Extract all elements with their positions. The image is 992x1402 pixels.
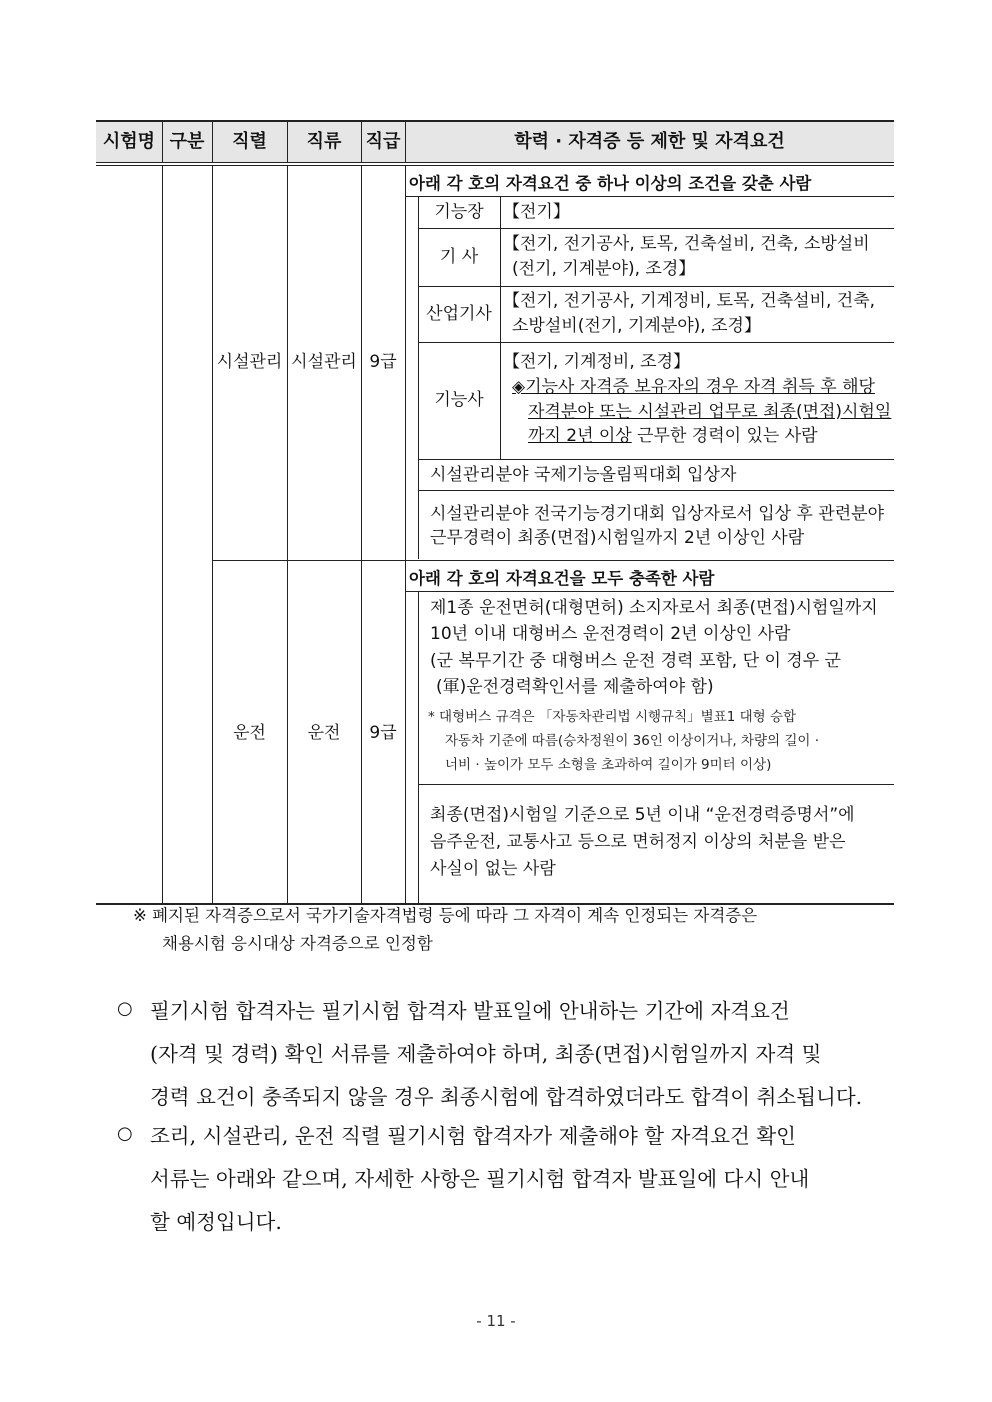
intro-underline xyxy=(405,591,894,592)
qual-row-line xyxy=(418,459,894,460)
qual-fields: 소방설비(전기, 기계분야), 조경】 xyxy=(512,316,761,336)
footnote: ※ 폐지된 자격증으로서 국가기술자격법령 등에 따라 그 자격이 계속 인정되는 자격증은 xyxy=(133,906,758,925)
paragraph-line: (자격 및 경력) 확인 서류를 제출하여야 하며, 최종(면접)시험일까지 자격 및 xyxy=(150,1042,822,1066)
header-class: 직류 xyxy=(306,131,342,152)
extra-qual: 시설관리분야 전국기능경기대회 입상자로서 입상 후 관련분야 xyxy=(430,504,884,524)
req-text: 사실이 없는 사람 xyxy=(430,859,556,879)
header-exam-name: 시험명 xyxy=(102,131,156,152)
row1-grade: 9급 xyxy=(369,352,397,372)
qual-row-line xyxy=(418,490,894,491)
paragraph-line: 서류는 아래와 같으며, 자세한 사항은 필기시험 합격자 발표일에 다시 안내 xyxy=(150,1167,810,1191)
qual-note: 근무한 경력이 있는 사람 xyxy=(631,426,818,446)
row1-series: 시설관리 xyxy=(216,352,283,372)
qual-fields: 【전기, 전기공사, 기계정비, 토목, 건축설비, 건축, xyxy=(503,291,876,311)
row2-intro: 아래 각 호의 자격요건을 모두 충족한 사람 xyxy=(409,569,715,588)
req-text: 제1종 운전면허(대형면허) 소지자로서 최종(면접)시험일까지 xyxy=(430,598,878,618)
row2-series: 운전 xyxy=(233,723,266,743)
paragraph-line: 경력 요건이 충족되지 않을 경우 최종시험에 합격하였더라도 합격이 취소됩니다. xyxy=(150,1085,863,1109)
header-series: 직렬 xyxy=(232,131,267,152)
indent-line xyxy=(418,592,419,903)
col-sep xyxy=(361,166,362,903)
bus-note: 자동차 기준에 따름(승차정원이 36인 이상이거나, 차량의 길이 · xyxy=(445,733,820,749)
col-sep xyxy=(405,166,406,903)
qual-note: 자격분야 또는 시설관리 업무로 최종(면접)시험일 xyxy=(528,402,892,422)
bullet-icon: ○ xyxy=(117,998,133,1019)
paragraph-line: 필기시험 합격자는 필기시험 합격자 발표일에 안내하는 기간에 자격요건 xyxy=(150,999,790,1023)
qual-fields: 【전기】 xyxy=(503,202,570,222)
header-divider-1 xyxy=(96,162,894,163)
req-text: 10년 이내 대형버스 운전경력이 2년 이상인 사람 xyxy=(430,624,791,644)
req-text: 음주운전, 교통사고 등으로 면허정지 이상의 처분을 받은 xyxy=(430,832,846,852)
header-category: 구분 xyxy=(169,131,205,152)
header-grade: 직급 xyxy=(365,131,401,152)
row1-class: 시설관리 xyxy=(291,352,357,372)
qual-fields: 【전기, 전기공사, 토목, 건축설비, 건축, 소방설비 xyxy=(503,234,870,254)
qual-name: 기능사 xyxy=(434,390,484,410)
row1-intro: 아래 각 호의 자격요건 중 하나 이상의 조건을 갖춘 사람 xyxy=(409,174,812,193)
qual-name: 산업기사 xyxy=(426,304,492,324)
req-row-line xyxy=(418,784,894,785)
qual-note: 까지 2년 이상 xyxy=(528,426,632,446)
qual-name: 기능장 xyxy=(434,202,484,222)
req-text: 최종(면접)시험일 기준으로 5년 이내 “운전경력증명서”에 xyxy=(430,805,855,825)
bus-note: * 대형버스 규격은 「자동차관리법 시행규칙」별표1 대형 승합 xyxy=(428,709,797,725)
qual-fields: (전기, 기계분야), 조경】 xyxy=(512,259,696,279)
header-sep xyxy=(287,121,288,162)
paragraph-line: 조리, 시설관리, 운전 직렬 필기시험 합격자가 제출해야 할 자격요건 확인 xyxy=(150,1124,796,1148)
row2-grade: 9급 xyxy=(369,723,397,743)
intro-underline xyxy=(405,196,894,197)
col-sep xyxy=(287,166,288,903)
col-sep xyxy=(162,166,163,903)
paragraph-line: 할 예정입니다. xyxy=(150,1210,282,1234)
qual-name: 기 사 xyxy=(439,247,479,267)
table-top-border xyxy=(96,120,894,122)
header-sep xyxy=(162,121,163,162)
extra-qual: 근무경력이 최종(면접)시험일까지 2년 이상인 사람 xyxy=(430,528,805,548)
bullet-icon: ○ xyxy=(117,1123,133,1144)
row-separator xyxy=(212,560,894,561)
page-number: - 11 - xyxy=(476,1312,516,1330)
footnote: 채용시험 응시대상 자격증으로 인정함 xyxy=(162,934,433,953)
qual-note: ◈기능사 자격증 보유자의 경우 자격 취득 후 해당 xyxy=(512,377,875,397)
header-divider-2 xyxy=(96,165,894,166)
qual-divider xyxy=(500,196,501,460)
qual-fields: 【전기, 기계정비, 조경】 xyxy=(503,352,690,372)
qual-row-line xyxy=(418,286,894,287)
qual-row-line xyxy=(418,342,894,343)
bus-note: 너비 · 높이가 모두 소형을 초과하여 길이가 9미터 이상) xyxy=(445,757,772,773)
req-text: (軍)운전경력확인서를 제출하여야 함) xyxy=(436,677,714,697)
header-sep xyxy=(361,121,362,162)
row2-class: 운전 xyxy=(307,723,341,743)
col-sep xyxy=(212,166,213,903)
header-sep xyxy=(405,121,406,162)
req-text: (군 복무기간 중 대형버스 운전 경력 포함, 단 이 경우 군 xyxy=(430,651,841,671)
header-sep xyxy=(212,121,213,162)
qual-row-line xyxy=(418,228,894,229)
extra-qual: 시설관리분야 국제기능올림픽대회 입상자 xyxy=(430,465,737,485)
header-requirements: 학력 · 자격증 등 제한 및 자격요건 xyxy=(514,131,785,152)
